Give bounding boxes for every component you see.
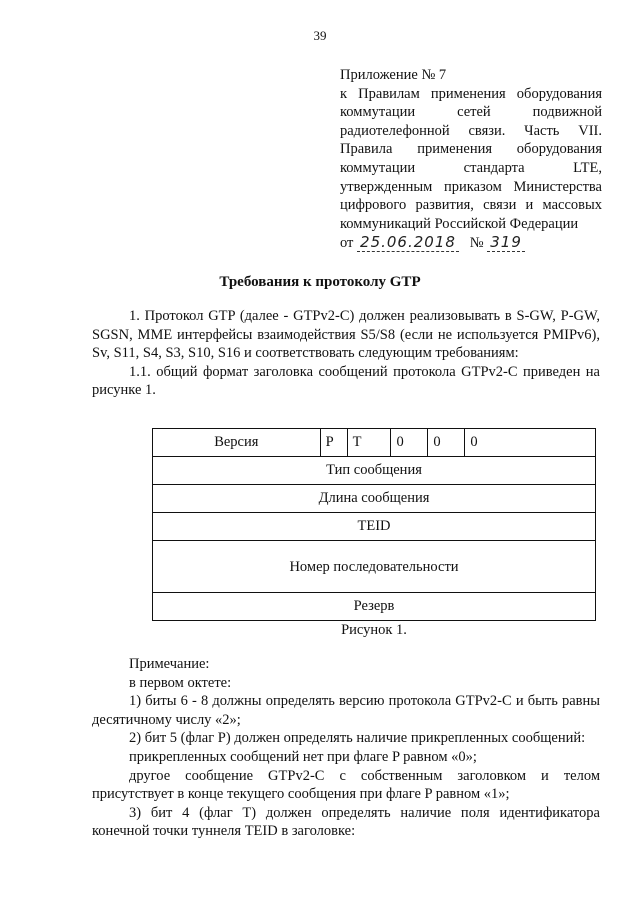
appendix-line: утвержденным приказом Министерства (340, 178, 602, 195)
note-item: 1) биты 6 - 8 должны определять версию протокола GTPv2-C и быть равны десятичному числу «2»; (92, 693, 600, 728)
gtp-header-figure (152, 428, 596, 621)
note-title: Примечание: (129, 656, 210, 672)
appendix-line: к Правилам применения оборудования (340, 85, 602, 102)
figure-caption: Рисунок 1. (341, 622, 407, 638)
reserve-cell: Резерв (153, 593, 596, 621)
note-item: другое сообщение GTPv2-C с собственным заголовком и телом присутствует в конце текущего сообщения при флаге P равном «1»; (92, 767, 600, 803)
order-number: 319 (487, 233, 525, 252)
paragraph: 1. Протокол GTP (далее - GTPv2-C) должен реализовывать в S-GW, P-GW, SGSN, MME интерфейсы взаимодействия S5/S8 (если не используется PMIPv6), Sv, S11, S4, S3, S10, S16 и соответствовать следующим требованиям: (92, 308, 600, 362)
order-date: 25.06.2018 (357, 233, 459, 252)
appendix-line: цифрового развития, связи и массовых (340, 197, 602, 214)
appendix-title: Приложение № 7 (340, 67, 447, 83)
note-octet: в первом октете: (129, 674, 232, 691)
flag-t-cell: T (347, 429, 391, 457)
appendix-line: коммутации сетей подвижной (340, 104, 602, 121)
appendix-line: коммутации стандарта LTE, (340, 159, 602, 176)
order-date-line (340, 233, 602, 253)
teid-cell: TEID (153, 513, 596, 541)
intro-text (92, 307, 600, 400)
note-item: 3) бит 4 (флаг T) должен определять наличие поля идентификатора конечной точки туннеля TEID в заголовке: (92, 804, 600, 840)
note-item: прикрепленных сообщений нет при флаге P равном «0»; (129, 748, 477, 765)
version-cell: Версия (153, 429, 321, 457)
date-prefix: от (340, 235, 354, 252)
note-item: 2) бит 5 (флаг P) должен определять наличие прикрепленных сообщений: (129, 730, 586, 747)
appendix-line: радиотелефонной связи. Часть VII. (340, 122, 602, 139)
appendix-line: коммуникаций Российской Федерации (340, 215, 579, 232)
number-prefix: № (469, 235, 484, 252)
paragraph: 1.1. общий формат заголовка сообщений протокола GTPv2-C приведен на рисунке 1. (92, 363, 600, 399)
spare-bit-cell: 0 (428, 429, 465, 457)
section-heading: Требования к протоколу GTP (219, 274, 421, 290)
appendix-line: Правила применения оборудования (340, 141, 602, 158)
message-type-cell: Тип сообщения (153, 457, 596, 485)
note-section (92, 655, 600, 841)
appendix-header (340, 66, 602, 253)
sequence-number-cell: Номер последовательности (153, 541, 596, 593)
flag-p-cell: P (320, 429, 347, 457)
page-number: 39 (313, 28, 327, 43)
spare-bit-cell: 0 (391, 429, 428, 457)
message-length-cell: Длина сообщения (153, 485, 596, 513)
spare-bit-cell: 0 (465, 429, 596, 457)
